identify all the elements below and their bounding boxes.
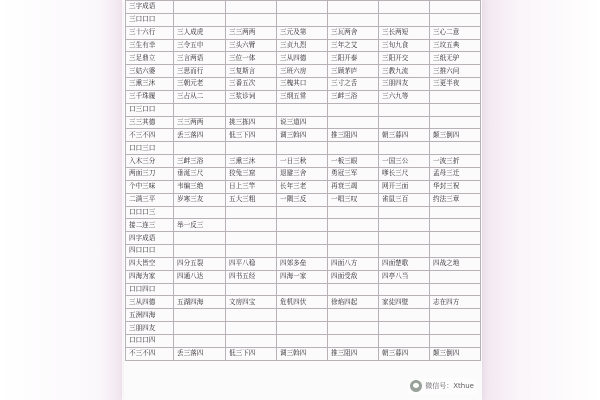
table-row <box>126 347 481 360</box>
table-cell <box>174 334 226 347</box>
table-cell: 四郊多垒 <box>277 257 328 270</box>
table-cell <box>328 13 379 26</box>
table-cell: 三阳开泰 <box>328 52 379 65</box>
table-cell: 不三不四 <box>126 347 174 360</box>
table-cell: 三年之艾 <box>328 39 379 52</box>
table-cell <box>226 334 277 347</box>
table-cell: 日上三竿 <box>226 180 277 193</box>
table-cell: 推三阻四 <box>328 347 379 360</box>
table-row <box>126 1 481 14</box>
table-row <box>126 65 481 78</box>
table-cell: 低三下四 <box>226 347 277 360</box>
table-cell <box>328 103 379 116</box>
table-cell <box>174 13 226 26</box>
table-cell: 三从四德 <box>126 296 174 309</box>
table-cell: 四大皆空 <box>126 257 174 270</box>
table-cell: 四战之地 <box>430 257 481 270</box>
table-cell: 三纲五常 <box>277 90 328 103</box>
table-cell <box>277 232 328 245</box>
table-cell: 三衅三浴 <box>174 155 226 168</box>
table-cell: 四字成语 <box>126 232 174 245</box>
table-row <box>126 52 481 65</box>
table-cell: 三言两语 <box>174 52 226 65</box>
table-cell <box>328 1 379 14</box>
table-cell: 退避三舍 <box>277 167 328 180</box>
table-cell: 徐焰四起 <box>328 296 379 309</box>
table-cell <box>174 206 226 219</box>
table-cell <box>430 90 481 103</box>
table-cell: 朝三暮四 <box>379 129 430 142</box>
table-cell: 三番五次 <box>226 78 277 91</box>
table-cell: 四面八方 <box>328 257 379 270</box>
table-cell: 朝三暮四 <box>379 347 430 360</box>
table-cell <box>174 309 226 322</box>
table-cell <box>430 1 481 14</box>
table-cell: 三生有幸 <box>126 39 174 52</box>
table-row <box>126 142 481 155</box>
table-cell <box>277 322 328 335</box>
table-cell <box>379 142 430 155</box>
table-row <box>126 103 481 116</box>
right-margin <box>482 0 600 400</box>
table-row <box>126 270 481 283</box>
table-cell: 三三两两 <box>226 26 277 39</box>
table-row <box>126 257 481 270</box>
table-cell <box>430 13 481 26</box>
table-cell: 三思而行 <box>174 65 226 78</box>
table-cell <box>379 283 430 296</box>
document-sheet <box>124 0 482 400</box>
table-cell: 入木三分 <box>126 155 174 168</box>
table-cell <box>277 283 328 296</box>
table-cell: 口口三口 <box>126 142 174 155</box>
table-row <box>126 232 481 245</box>
table-cell <box>226 283 277 296</box>
table-row <box>126 155 481 168</box>
table-cell: 网开三面 <box>379 180 430 193</box>
table-cell: 四书五经 <box>226 270 277 283</box>
table-cell: 韦编三绝 <box>174 180 226 193</box>
table-cell: 孟母三迁 <box>430 167 481 180</box>
table-cell <box>328 219 379 232</box>
table-cell: 三三两两 <box>174 116 226 129</box>
table-cell: 三姑六婆 <box>126 65 174 78</box>
table-cell: 三口口口 <box>126 13 174 26</box>
table-cell: 垂涎三尺 <box>174 167 226 180</box>
table-cell: 三位一体 <box>226 52 277 65</box>
table-cell: 三三其德 <box>126 116 174 129</box>
table-cell <box>226 13 277 26</box>
table-row <box>126 78 481 91</box>
table-cell: 三千珠履 <box>126 90 174 103</box>
table-cell <box>379 206 430 219</box>
table-cell: 挑三拣四 <box>226 116 277 129</box>
table-cell <box>174 245 226 258</box>
table-cell: 四海一家 <box>277 270 328 283</box>
table-cell: 狡兔三窟 <box>226 167 277 180</box>
table-cell: 四分五裂 <box>174 257 226 270</box>
table-cell: 三寸之舌 <box>328 78 379 91</box>
table-cell <box>430 206 481 219</box>
table-cell: 三槐其口 <box>277 78 328 91</box>
table-cell: 三更半夜 <box>430 78 481 91</box>
table-row <box>126 309 481 322</box>
table-cell <box>379 103 430 116</box>
table-row <box>126 26 481 39</box>
table-row <box>126 39 481 52</box>
table-cell: 三复斯言 <box>226 65 277 78</box>
table-cell: 三贞九烈 <box>277 39 328 52</box>
table-cell: 三朝元老 <box>174 78 226 91</box>
idiom-table-body <box>126 1 481 361</box>
table-cell: 五洲四海 <box>126 309 174 322</box>
table-cell <box>328 142 379 155</box>
table-cell <box>226 103 277 116</box>
table-row <box>126 167 481 180</box>
table-cell: 三熏三沐 <box>226 155 277 168</box>
table-cell: 低三下四 <box>226 129 277 142</box>
table-cell <box>379 245 430 258</box>
table-cell <box>430 322 481 335</box>
table-cell <box>379 116 430 129</box>
table-cell <box>277 219 328 232</box>
table-row <box>126 180 481 193</box>
table-cell: 三字成语 <box>126 1 174 14</box>
table-row <box>126 206 481 219</box>
table-cell: 颠三倒四 <box>430 129 481 142</box>
table-cell <box>430 116 481 129</box>
table-cell: 三六九等 <box>379 90 430 103</box>
table-cell: 颠三倒四 <box>430 347 481 360</box>
table-cell: 三纸无驴 <box>430 52 481 65</box>
table-cell: 举一反三 <box>174 219 226 232</box>
table-cell <box>226 245 277 258</box>
table-cell: 长年三老 <box>277 180 328 193</box>
table-cell: 丢三落四 <box>174 347 226 360</box>
table-cell: 岁寒三友 <box>174 193 226 206</box>
table-cell: 一国三公 <box>379 155 430 168</box>
table-cell <box>277 103 328 116</box>
table-cell <box>174 232 226 245</box>
table-cell <box>379 322 430 335</box>
table-cell: 口三口口 <box>126 103 174 116</box>
table-cell <box>277 13 328 26</box>
table-cell <box>226 322 277 335</box>
table-cell <box>328 206 379 219</box>
table-cell <box>226 219 277 232</box>
table-cell: 三朋四友 <box>126 322 174 335</box>
table-cell: 约法三章 <box>430 193 481 206</box>
table-row <box>126 193 481 206</box>
table-cell <box>226 142 277 155</box>
table-cell: 家徒四壁 <box>379 296 430 309</box>
table-cell: 危机四伏 <box>277 296 328 309</box>
table-cell <box>277 1 328 14</box>
table-cell <box>379 13 430 26</box>
table-cell: 三浆诊词 <box>226 90 277 103</box>
watermark <box>408 378 476 394</box>
table-cell: 说三道四 <box>277 116 328 129</box>
table-cell <box>174 103 226 116</box>
table-cell: 接二连三 <box>126 219 174 232</box>
table-cell <box>328 309 379 322</box>
table-cell <box>328 322 379 335</box>
table-cell <box>328 232 379 245</box>
table-cell <box>277 206 328 219</box>
table-row <box>126 245 481 258</box>
table-cell <box>174 283 226 296</box>
table-cell: 三长两短 <box>379 26 430 39</box>
table-cell <box>379 232 430 245</box>
table-row <box>126 116 481 129</box>
table-cell: 三阳开交 <box>379 52 430 65</box>
table-cell: 四口口口 <box>126 245 174 258</box>
table-cell: 两面三刀 <box>126 167 174 180</box>
table-cell: 四面受敌 <box>328 270 379 283</box>
table-cell: 调三斡四 <box>277 347 328 360</box>
table-cell: 三班六房 <box>277 65 328 78</box>
table-cell <box>379 309 430 322</box>
table-cell: 三人成虎 <box>174 26 226 39</box>
table-cell: 三推六问 <box>430 65 481 78</box>
table-cell <box>430 245 481 258</box>
table-cell <box>174 1 226 14</box>
table-cell: 雀鼠三百 <box>379 193 430 206</box>
table-row <box>126 322 481 335</box>
table-cell: 三瓦两舍 <box>328 26 379 39</box>
table-cell: 四海为家 <box>126 270 174 283</box>
table-cell <box>379 219 430 232</box>
table-cell <box>430 232 481 245</box>
table-cell: 文房四宝 <box>226 296 277 309</box>
table-cell <box>430 283 481 296</box>
table-cell: 三教九流 <box>379 65 430 78</box>
table-cell <box>430 334 481 347</box>
table-cell <box>174 142 226 155</box>
table-cell: 三熏三沐 <box>126 78 174 91</box>
table-cell: 不三不四 <box>126 129 174 142</box>
table-cell: 三从四德 <box>277 52 328 65</box>
table-cell <box>379 1 430 14</box>
table-cell: 四通八达 <box>174 270 226 283</box>
table-cell: 一波三折 <box>430 155 481 168</box>
table-cell <box>277 245 328 258</box>
table-cell: 五湖四海 <box>174 296 226 309</box>
table-row <box>126 296 481 309</box>
table-cell: 二满三平 <box>126 193 174 206</box>
table-cell <box>277 334 328 347</box>
table-cell: 口口四口 <box>126 283 174 296</box>
idiom-table <box>125 0 481 361</box>
table-cell <box>430 309 481 322</box>
table-cell: 口口口三 <box>126 206 174 219</box>
watermark-text: 微信号：Xthue <box>425 382 474 390</box>
table-cell: 推三阻四 <box>328 129 379 142</box>
table-cell: 口口口四 <box>126 334 174 347</box>
table-cell: 三旬九食 <box>379 39 430 52</box>
table-cell: 三坟五典 <box>430 39 481 52</box>
table-cell: 三顾茅庐 <box>328 65 379 78</box>
table-cell: 华封三祝 <box>430 180 481 193</box>
table-cell <box>430 270 481 283</box>
table-cell <box>430 219 481 232</box>
table-cell: 四面楚歌 <box>379 257 430 270</box>
table-row <box>126 219 481 232</box>
table-cell <box>328 283 379 296</box>
table-cell: 四亭八当 <box>379 270 430 283</box>
table-cell: 三足鼎立 <box>126 52 174 65</box>
table-cell <box>328 116 379 129</box>
table-cell <box>328 245 379 258</box>
wechat-icon <box>410 380 422 392</box>
table-cell: 一唱三叹 <box>328 193 379 206</box>
table-row <box>126 90 481 103</box>
table-cell <box>174 322 226 335</box>
table-cell <box>328 334 379 347</box>
table-cell <box>379 334 430 347</box>
table-cell: 三令五申 <box>174 39 226 52</box>
table-cell <box>226 1 277 14</box>
table-cell: 嗲长三尺 <box>379 167 430 180</box>
table-cell: 一板三眼 <box>328 155 379 168</box>
table-cell: 三头六臂 <box>226 39 277 52</box>
left-margin <box>0 0 122 400</box>
table-cell: 三衅三浴 <box>328 90 379 103</box>
table-cell: 志在四方 <box>430 296 481 309</box>
table-cell: 四平八稳 <box>226 257 277 270</box>
table-cell <box>226 309 277 322</box>
table-cell <box>277 142 328 155</box>
table-cell <box>430 103 481 116</box>
table-row <box>126 129 481 142</box>
table-row <box>126 334 481 347</box>
table-cell: 勇冠三军 <box>328 167 379 180</box>
table-cell: 丢三落四 <box>174 129 226 142</box>
table-cell: 三心二意 <box>430 26 481 39</box>
table-cell <box>226 232 277 245</box>
table-cell <box>277 309 328 322</box>
table-row <box>126 13 481 26</box>
table-cell: 调三斡四 <box>277 129 328 142</box>
table-cell: 五大三粗 <box>226 193 277 206</box>
table-cell: 再衰三竭 <box>328 180 379 193</box>
table-cell <box>226 206 277 219</box>
table-cell: 三十六行 <box>126 26 174 39</box>
table-cell <box>430 142 481 155</box>
table-cell: 一隅三反 <box>277 193 328 206</box>
table-cell: 三占从二 <box>174 90 226 103</box>
table-cell: 三元及第 <box>277 26 328 39</box>
table-cell: 一日三秋 <box>277 155 328 168</box>
table-cell: 个中三味 <box>126 180 174 193</box>
table-cell: 三朋四友 <box>379 78 430 91</box>
table-row <box>126 283 481 296</box>
